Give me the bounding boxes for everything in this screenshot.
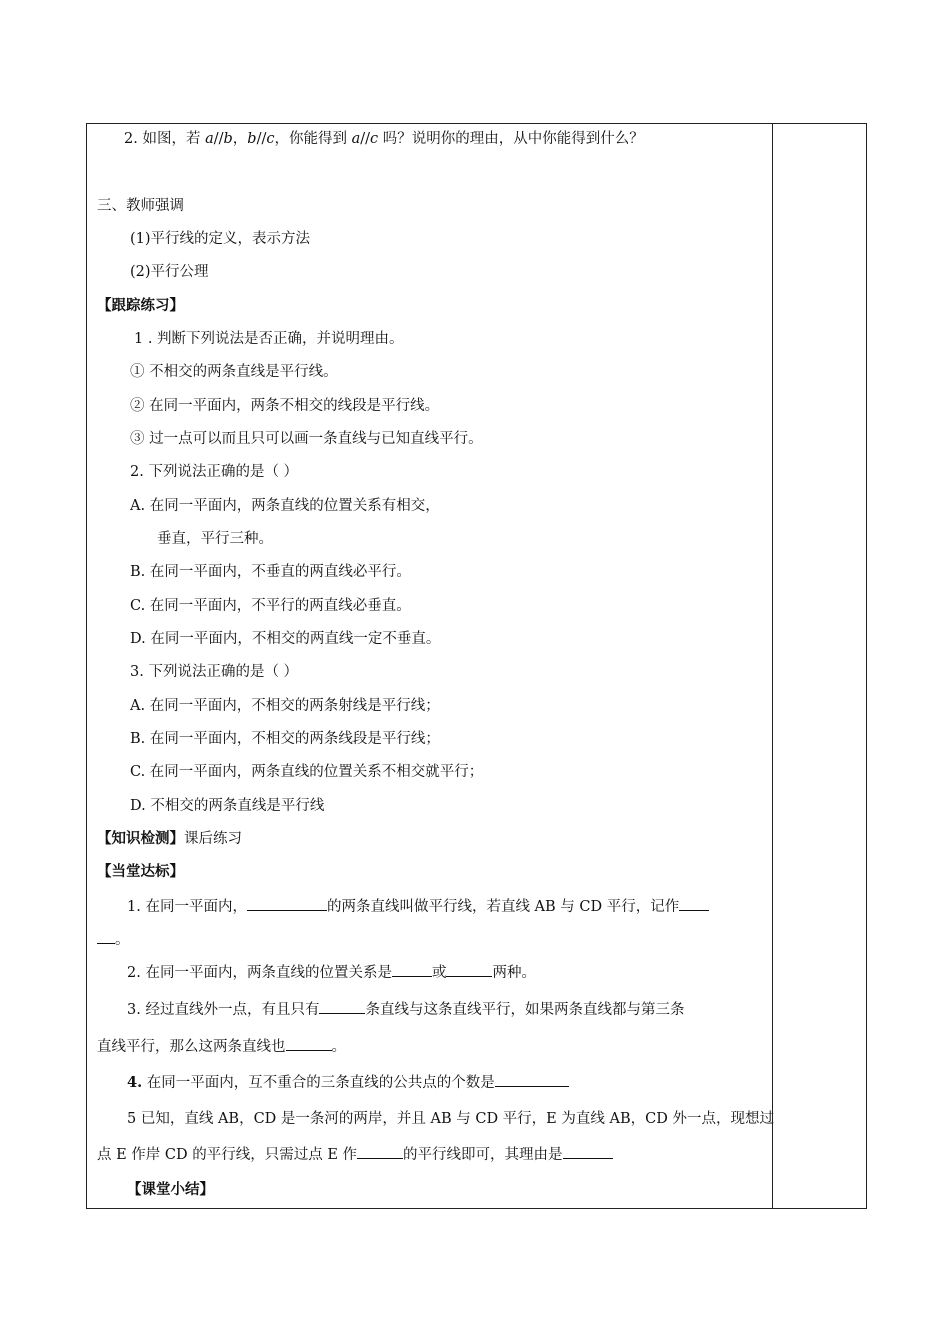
tracking-q3-c: C. 在同一平面内，两条直线的位置关系不相交就平行； [130, 764, 484, 780]
tracking-q2-b: B. 在同一平面内，不垂直的两直线必平行。 [130, 564, 411, 580]
tracking-q2-a-cont: 垂直，平行三种。 [157, 531, 273, 547]
answer-blank[interactable] [319, 999, 365, 1014]
column-divider [772, 124, 773, 1208]
tracking-q2-d: D. 在同一平面内，不相交的两直线一定不垂直。 [130, 631, 441, 647]
tracking-q3: 3. 下列说法正确的是（ ） [130, 664, 299, 680]
var-a: a [351, 131, 361, 147]
answer-blank[interactable] [495, 1072, 569, 1087]
in-class-q4-text: 在同一平面内，互不重合的三条直线的公共点的个数是 [142, 1075, 495, 1091]
in-class-q2-text: 2. 在同一平面内，两条直线的位置关系是 [127, 965, 392, 981]
in-class-q2-text: 或 [431, 965, 447, 981]
var-b: b [223, 131, 233, 147]
tracking-q3-a: A. 在同一平面内，不相交的两条射线是平行线； [130, 698, 440, 714]
parallel-sign: // [256, 131, 267, 147]
in-class-q2-text: 两种。 [492, 965, 536, 981]
q2-suffix: 吗？说明你的理由，从中你能得到什么？ [378, 131, 644, 147]
answer-blank[interactable] [563, 1144, 613, 1159]
knowledge-check-text: 课后练习 [184, 831, 242, 847]
emphasis-item-2: (2)平行公理 [130, 264, 209, 280]
q2-mid: ，你能得到 [274, 131, 352, 147]
question-2 [124, 129, 644, 149]
in-class-q3-text: 3. 经过直线外一点，有且只有 [127, 1002, 320, 1018]
in-class-q5-cont [97, 1144, 613, 1165]
in-class-q3-text: 。 [331, 1039, 346, 1055]
q2-prefix: 2. 如图，若 [124, 131, 206, 147]
answer-blank[interactable] [392, 962, 432, 977]
emphasis-item-1: (1)平行线的定义，表示方法 [130, 231, 311, 247]
tracking-q3-b: B. 在同一平面内，不相交的两条线段是平行线； [130, 731, 440, 747]
lesson-table [86, 123, 867, 1209]
var-c: c [370, 131, 379, 147]
in-class-q1-text: 的两条直线叫做平行线，若直线 AB 与 CD 平行，记作 [326, 899, 680, 915]
in-class-q1-cont [97, 929, 130, 950]
parallel-sign: // [213, 131, 224, 147]
parallel-sign: // [360, 131, 371, 147]
main-column [87, 124, 772, 1208]
in-class-q3-text: 条直线与这条直线平行，如果两条直线都与第三条 [365, 1002, 685, 1018]
tracking-q1: 1 . 判断下列说法是否正确，并说明理由。 [134, 331, 404, 347]
in-class-q2 [127, 962, 536, 983]
in-class-q5-text: 点 E 作岸 CD 的平行线，只需过点 E 作 [97, 1147, 358, 1163]
answer-blank[interactable] [357, 1144, 403, 1159]
var-a: a [205, 131, 214, 147]
in-class-q5: 5 已知，直线 AB，CD 是一条河的两岸，并且 AB 与 CD 平行，E 为直线 AB，CD 外一点，现想过 [127, 1111, 774, 1127]
summary-heading: 【课堂小结】 [127, 1181, 214, 1198]
answer-blank[interactable] [97, 929, 115, 944]
answer-blank[interactable] [679, 896, 709, 911]
knowledge-check [97, 829, 242, 849]
in-class-q1 [127, 896, 709, 917]
answer-blank[interactable] [446, 962, 492, 977]
var-b: b [247, 131, 257, 147]
tracking-q1-c: ③ 过一点可以而且只可以画一条直线与已知直线平行。 [130, 431, 483, 447]
tracking-q1-a: ① 不相交的两条直线是平行线。 [130, 364, 338, 380]
in-class-q4 [127, 1072, 569, 1093]
in-class-q1-text: 1. 在同一平面内， [127, 899, 247, 915]
in-class-q1-text: 。 [115, 932, 130, 948]
tracking-q2-a: A. 在同一平面内，两条直线的位置关系有相交， [130, 498, 440, 514]
answer-blank[interactable] [247, 896, 327, 911]
in-class-heading: 【当堂达标】 [97, 863, 184, 880]
tracking-heading: 【跟踪练习】 [97, 297, 184, 314]
in-class-q3 [127, 999, 684, 1020]
var-c: c [266, 131, 275, 147]
emphasis-heading: 三、教师强调 [97, 198, 184, 214]
knowledge-check-heading: 【知识检测】 [97, 830, 184, 847]
tracking-q1-b: ② 在同一平面内，两条不相交的线段是平行线。 [130, 398, 440, 414]
in-class-q3-cont [97, 1036, 346, 1057]
tracking-q2-c: C. 在同一平面内，不平行的两直线必垂直。 [130, 598, 411, 614]
q2-comma: ， [232, 131, 248, 147]
answer-blank[interactable] [286, 1036, 332, 1051]
in-class-q4-number: 4. [127, 1074, 143, 1091]
in-class-q3-text: 直线平行，那么这两条直线也 [97, 1039, 286, 1055]
in-class-q5-text: 的平行线即可，其理由是 [403, 1147, 563, 1163]
tracking-q2: 2. 下列说法正确的是（ ） [130, 464, 299, 480]
tracking-q3-d: D. 不相交的两条直线是平行线 [130, 798, 325, 814]
